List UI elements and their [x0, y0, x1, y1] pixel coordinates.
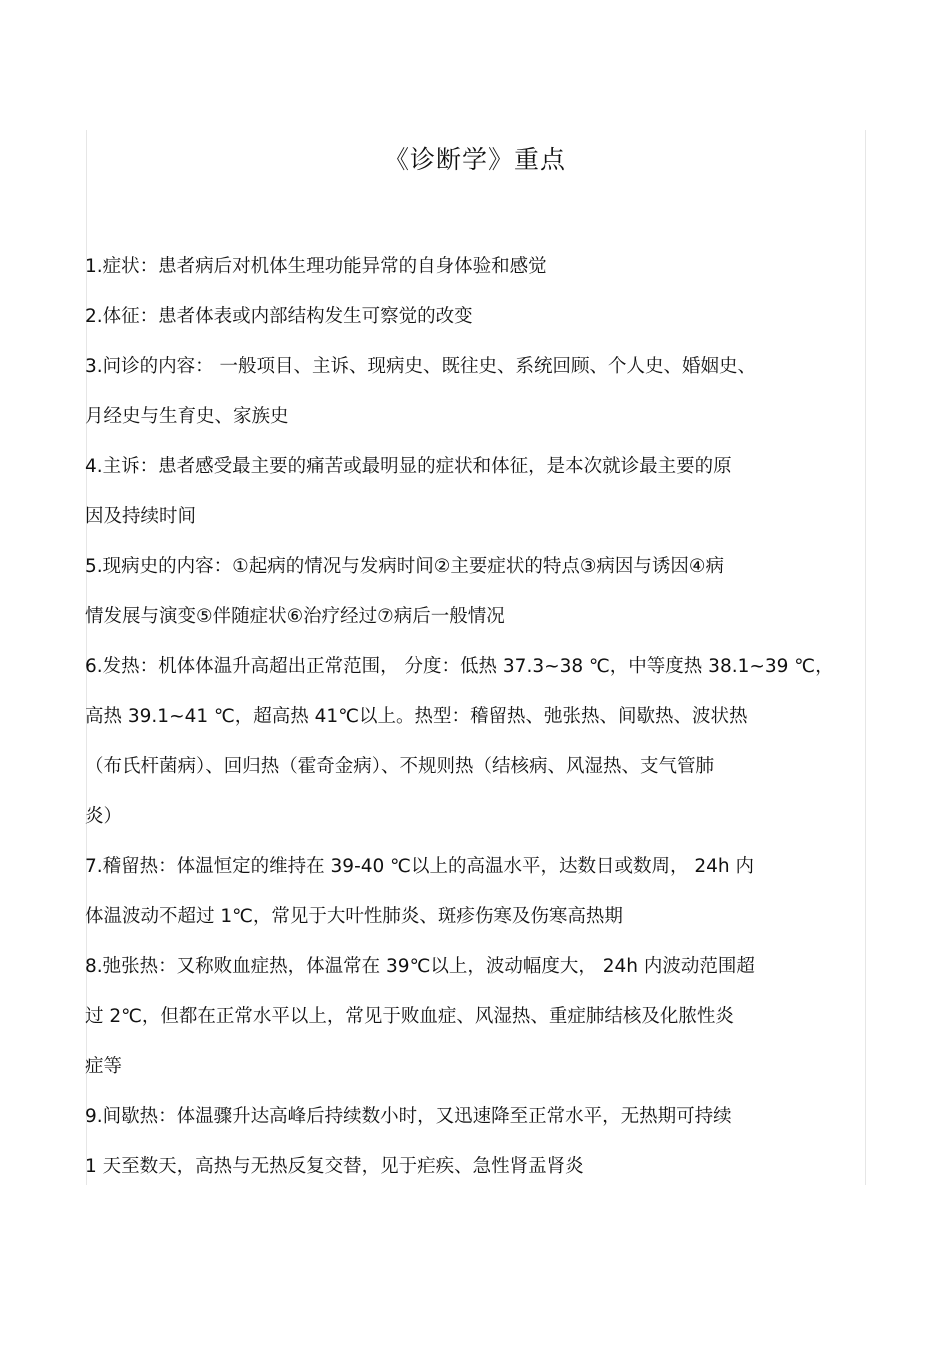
text-line-14: 体温波动不超过 1℃，常见于大叶性肺炎、斑疹伤寒及伤寒高热期 — [85, 906, 623, 927]
text-line-3: 3.问诊的内容： 一般项目、主诉、现病史、既往史、系统回顾、个人史、婚姻史、 — [85, 356, 757, 377]
text-line-7: 5.现病史的内容：①起病的情况与发病时间②主要症状的特点③病因与诱因④病 — [85, 556, 724, 577]
text-line-15: 8.弛张热：又称败血症热，体温常在 39℃以上，波动幅度大， 24h 内波动范围超 — [85, 956, 755, 977]
text-line-19: 1 天至数天，高热与无热反复交替，见于疟疾、急性肾盂肾炎 — [85, 1156, 584, 1177]
text-line-5: 4.主诉：患者感受最主要的痛苦或最明显的症状和体征，是本次就诊最主要的原 — [85, 456, 732, 477]
document-title: 《诊断学》重点 — [383, 145, 566, 174]
text-line-1: 1.症状：患者病后对机体生理功能异常的自身体验和感觉 — [85, 256, 547, 277]
text-line-10: 高热 39.1~41 ℃，超高热 41℃以上。热型：稽留热、弛张热、间歇热、波状热 — [85, 706, 748, 727]
text-line-11: （布氏杆菌病）、回归热（霍奇金病）、不规则热（结核病、风湿热、支气管肺 — [85, 756, 715, 777]
text-line-6: 因及持续时间 — [85, 506, 197, 527]
text-line-2: 2.体征：患者体表或内部结构发生可察觉的改变 — [85, 306, 473, 327]
text-line-9: 6.发热：机体体温升高超出正常范围， 分度：低热 37.3~38 ℃，中等度热 38.1~39 ℃， — [85, 656, 834, 677]
text-line-17: 症等 — [85, 1056, 123, 1077]
text-line-16: 过 2℃，但都在正常水平以上，常见于败血症、风湿热、重症肺结核及化脓性炎 — [85, 1006, 734, 1027]
text-line-13: 7.稽留热：体温恒定的维持在 39-40 ℃以上的高温水平，达数日或数周， 24h 内 — [85, 856, 754, 877]
text-line-8: 情发展与演变⑤伴随症状⑥治疗经过⑦病后一般情况 — [85, 606, 505, 627]
text-line-12: 炎） — [85, 806, 123, 827]
text-line-4: 月经史与生育史、家族史 — [85, 406, 289, 427]
text-line-18: 9.间歇热：体温骤升达高峰后持续数小时，又迅速降至正常水平，无热期可持续 — [85, 1106, 732, 1127]
